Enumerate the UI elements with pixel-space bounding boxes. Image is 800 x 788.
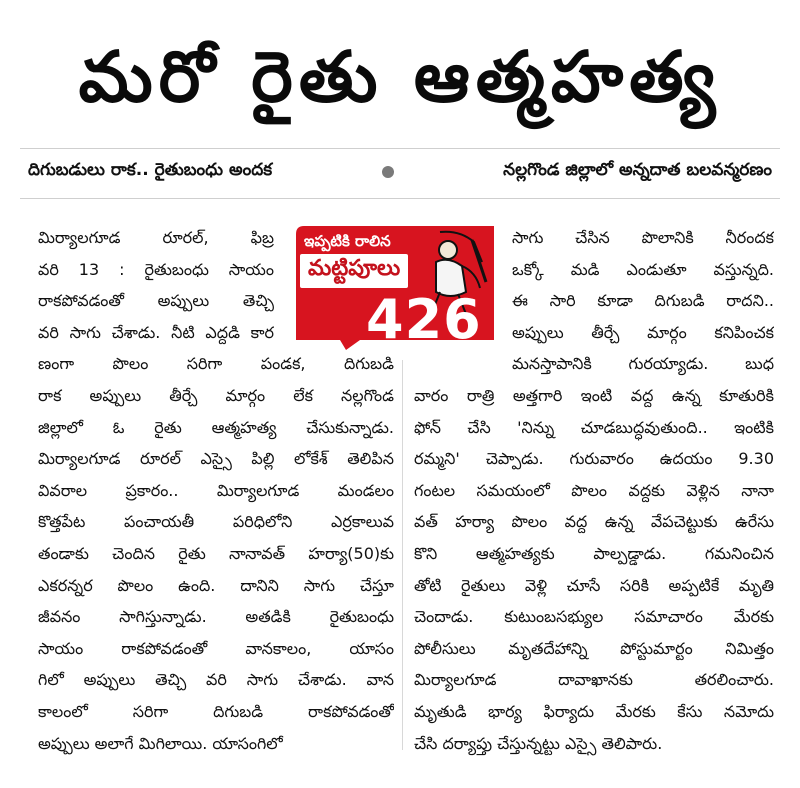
article-line: రాక అప్పులు తీర్చే మార్గం లేక నల్లగొండ <box>38 385 394 405</box>
article-line: అప్పులు తీర్చే మార్గం కనిపించక <box>512 322 774 342</box>
subheadline <box>28 155 772 189</box>
article-line: మిర్యాలగూడ రూరల్, ఫిబ్ర <box>38 228 274 247</box>
article-line: మిర్యాలగూడ రూరల్ ఎస్సై పిల్లి లోకేశ్ తెలిపిన <box>38 449 394 469</box>
article-line: వారం రాత్రి అత్తగారి ఇంటి వద్ద ఉన్న కూతురికి <box>414 385 774 405</box>
farmer-suicide-count-badge <box>290 222 500 352</box>
subhead-right: నల్లగొండ జిల్లాలో అన్నదాత బలవన్మరణం <box>503 160 772 180</box>
article-line: ణంగా పొలం సరిగా పండక, దిగుబడి <box>38 354 394 374</box>
article-line: వివరాల ప్రకారం.. మిర్యాలగూడ మండలం <box>38 480 394 500</box>
article-line: ఎకరన్నర పొలం ఉంది. దానిని సాగు చేస్తూ <box>38 575 394 595</box>
article-line: మనస్తాపానికి గురయ్యాడు. బుధ <box>512 354 774 374</box>
article-line: కొని ఆత్మహత్యకు పాల్పడ్డాడు. గమనించిన <box>414 543 774 563</box>
article-line: వరి 13 : రైతుబంధు సాయం <box>38 259 274 279</box>
promo-line2: మట్టిపూలు <box>300 254 408 288</box>
bullet-dot-icon <box>382 166 394 178</box>
article-line: సాయం రాకపోవడంతో వానకాలం, యాసం <box>38 638 394 658</box>
article-line: జీవనం సాగిస్తున్నాడు. అతడికి రైతుబంధు <box>38 607 394 627</box>
promo-count: 426 <box>366 288 482 351</box>
article-line: చెందాడు. కుటుంబసభ్యుల సమాచారం మేరకు <box>414 607 774 627</box>
article-line: తోటి రైతులు వెళ్లి చూసే సరికి అప్పటికే మృతి <box>414 575 774 595</box>
article-line: రాకపోవడంతో అప్పులు తెచ్చి <box>38 291 274 311</box>
article-line: రమ్మని' చెప్పాడు. గురువారం ఉదయం 9.30 <box>414 449 774 469</box>
article-line: ఫోన్ చేసి 'నిన్ను చూడబుద్ధవుతుంది.. ఇంటికి <box>414 417 774 437</box>
article-line: వత్ హర్యా పొలం వద్ద ఉన్న వేపచెట్టుకు ఉరేసు <box>414 512 774 532</box>
article-line: గిలో అప్పులు తెచ్చి వరి సాగు చేశాడు. వాన <box>38 670 394 690</box>
article-line: వరి సాగు చేశాడు. నీటి ఎద్దడి కార <box>38 322 274 342</box>
article-line: ఈ సారి కూడా దిగుబడి రాదని.. <box>512 291 774 311</box>
article-line: పోలీసులు మృతదేహాన్ని పోస్టుమార్టం నిమిత్తం <box>414 638 774 658</box>
article-line: ఒక్కో మడి ఎండుతూ వస్తున్నది. <box>512 259 774 279</box>
headline: మరో రైతు ఆత్మహత్య <box>78 35 722 118</box>
article-line: మృతుడి భార్య ఫిర్యాదు మేరకు కేసు నమోదు <box>414 701 774 721</box>
article-line: కాలంలో సరిగా దిగుబడి రాకపోవడంతో <box>38 701 394 721</box>
subhead-divider <box>20 198 780 199</box>
article-line: సాగు చేసిన పొలానికి నీరందక <box>512 228 774 247</box>
article-line: మిర్యాలగూడ దావాఖానకు తరలించారు. <box>414 670 774 690</box>
top-divider <box>20 148 780 149</box>
article-line: కొత్తపేట పంచాయతీ పరిధిలోని ఎర్రకాలువ <box>38 512 394 532</box>
article-line: జిల్లాలో ఓ రైతు ఆత్మహత్య చేసుకున్నాడు. <box>38 417 394 437</box>
subhead-left: దిగుబడులు రాక.. రైతుబంధు అందక <box>28 160 273 180</box>
promo-line1: ఇప్పటికి రాలిన <box>304 232 391 250</box>
article-line: అప్పులు అలాగే మిగిలాయి. యాసంగిలో <box>38 733 283 753</box>
article-line: తండాకు చెందిన రైతు నానావత్ హర్యా(50)కు <box>38 543 394 563</box>
article-line: గంటల సమయంలో పొలం వద్దకు వెళ్లిన నానా <box>414 480 774 500</box>
article-line: చేసి దర్యాప్తు చేస్తున్నట్టు ఎస్సై తెలిపారు. <box>414 733 663 753</box>
column-divider <box>402 360 403 750</box>
